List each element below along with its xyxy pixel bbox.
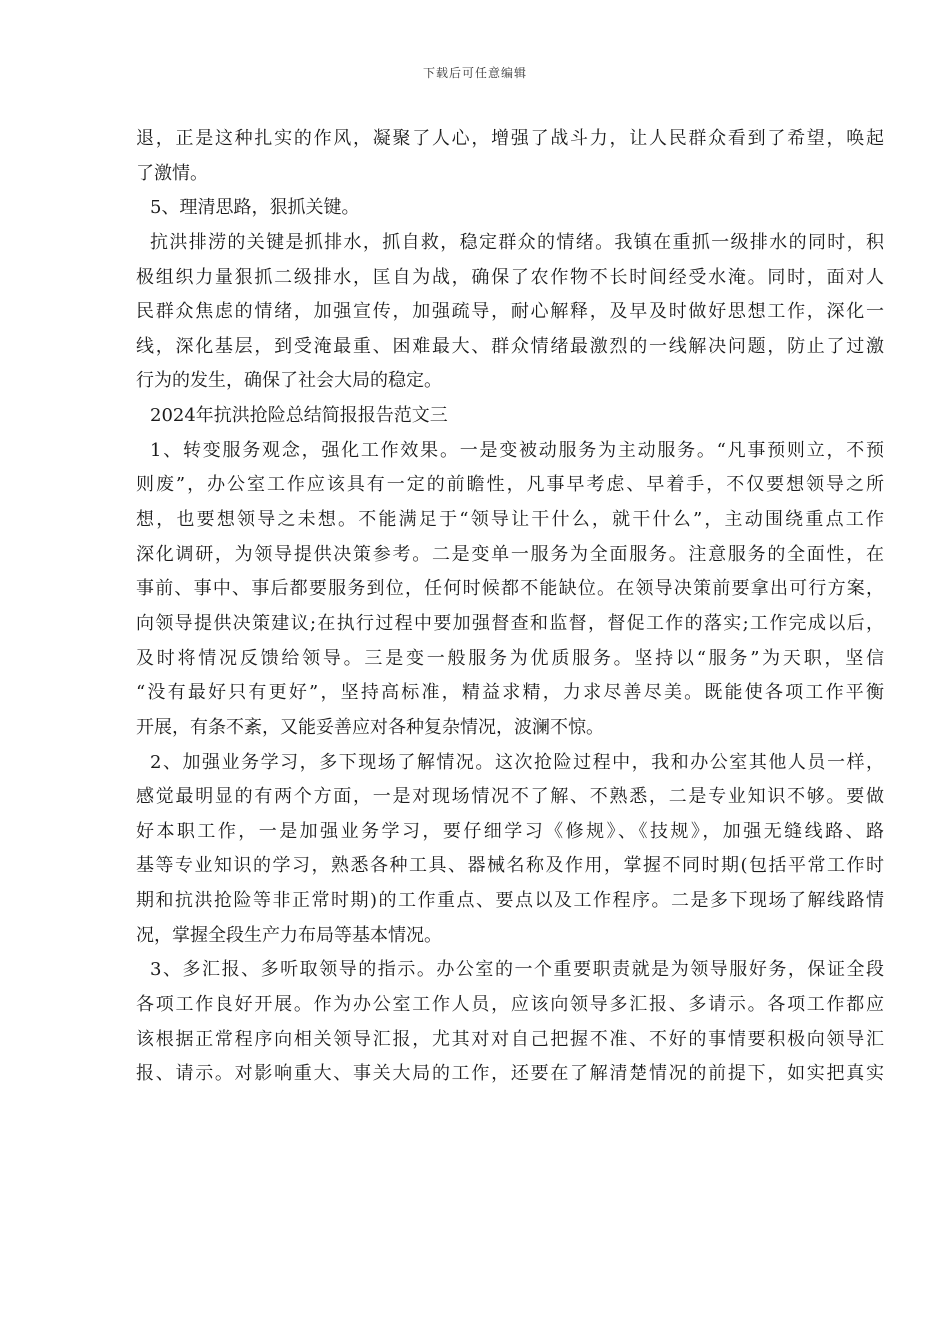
text-line: 该根据正常程序向相关领导汇报，尤其对对自己把握不准、不好的事情要积极向领导汇 (136, 1028, 884, 1050)
text-line: 向领导提供决策建议;在执行过程中要加强督查和监督，督促工作的落实;工作完成以后， (136, 612, 884, 634)
text-line: 抗洪排涝的关键是抓排水，抓自救，稳定群众的情绪。我镇在重抓一级排水的同时，积 (150, 231, 884, 253)
text-line: 民群众焦虑的情绪，加强宣传，加强疏导，耐心解释，及早及时做好思想工作，深化一 (136, 301, 884, 323)
text-line: 退，正是这种扎实的作风，凝聚了人心，增强了战斗力，让人民群众看到了希望，唤起 (136, 128, 884, 149)
text-line: 报、请示。对影响重大、事关大局的工作，还要在了解清楚情况的前提下，如实把真实 (136, 1063, 884, 1085)
document-body (136, 122, 884, 1092)
text-line: 了激情。 (136, 162, 208, 184)
text-line: 则废”，办公室工作应该具有一定的前瞻性，凡事早考虑、早着手，不仅要想领导之所 (136, 474, 884, 496)
section-title: 2024年抗洪抢险总结简报报告范文三 (150, 405, 448, 427)
text-line: 极组织力量狠抓二级排水，匡自为战，确保了农作物不长时间经受水淹。同时，面对人 (136, 266, 884, 288)
text-line: 1、转变服务观念，强化工作效果。一是变被动服务为主动服务。“凡事预则立，不预 (150, 439, 884, 461)
text-line: 期和抗洪抢险等非正常时期)的工作重点、要点以及工作程序。二是多下现场了解线路情 (136, 890, 884, 912)
text-line: 及时将情况反馈给领导。三是变一般服务为优质服务。坚持以“服务”为天职，坚信 (136, 647, 884, 669)
section-heading: 5、理清思路，狠抓关键。 (150, 197, 360, 219)
text-line: 2、加强业务学习，多下现场了解情况。这次抢险过程中，我和办公室其他人员一样， (150, 751, 884, 773)
text-line: 况，掌握全段生产力布局等基本情况。 (136, 924, 442, 946)
text-line: 事前、事中、事后都要服务到位，任何时候都不能缺位。在领导决策前要拿出可行方案， (136, 578, 884, 600)
text-line: 开展，有条不紊，又能妥善应对各种复杂情况，波澜不惊。 (136, 716, 604, 738)
text-line: 好本职工作，一是加强业务学习，要仔细学习《修规》、《技规》，加强无缝线路、路 (136, 820, 884, 842)
text-line: “没有最好只有更好”，坚持高标准，精益求精，力求尽善尽美。既能使各项工作平衡 (136, 682, 884, 704)
text-line: 3、多汇报、多听取领导的指示。办公室的一个重要职责就是为领导服好务，保证全段 (150, 959, 884, 981)
text-line: 各项工作良好开展。作为办公室工作人员，应该向领导多汇报、多请示。各项工作都应 (136, 994, 884, 1016)
text-line: 想，也要想领导之未想。不能满足于“领导让干什么，就干什么”，主动围绕重点工作 (136, 509, 884, 531)
text-line: 行为的发生，确保了社会大局的稳定。 (136, 370, 442, 392)
page-header: 下载后可任意编辑 (422, 66, 527, 80)
text-line: 基等专业知识的学习，熟悉各种工具、器械名称及作用，掌握不同时期(包括平常工作时 (136, 855, 884, 877)
text-line: 深化调研，为领导提供决策参考。二是变单一服务为全面服务。注意服务的全面性，在 (136, 543, 884, 565)
text-line: 线，深化基层，到受淹最重、困难最大、群众情绪最激烈的一线解决问题，防止了过激 (136, 335, 884, 357)
text-line: 感觉最明显的有两个方面，一是对现场情况不了解、不熟悉，二是专业知识不够。要做 (136, 786, 884, 808)
